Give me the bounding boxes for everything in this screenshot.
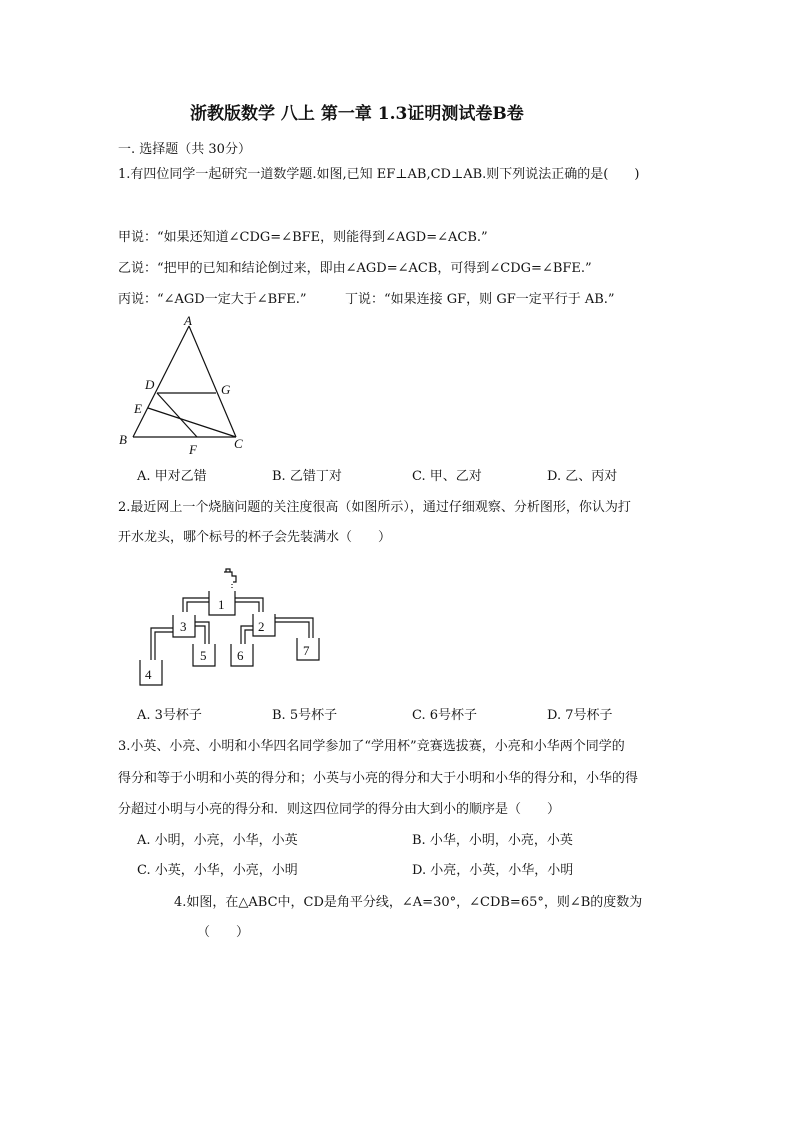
q3-option-b[interactable]: B. 小华，小明，小亮，小英: [412, 833, 573, 848]
cup-label-4: 4: [145, 667, 152, 682]
faucet-icon: [224, 569, 236, 582]
point-label-c: C: [234, 436, 243, 451]
triangle-figure: [112, 312, 262, 457]
q1-option-a[interactable]: A. 甲对乙错: [137, 469, 207, 484]
water-cups-figure: [138, 562, 328, 687]
q3-option-d[interactable]: D. 小亮，小英，小华，小明: [412, 863, 574, 878]
q2-option-c[interactable]: C. 6号杯子: [412, 708, 478, 723]
q3-option-c[interactable]: C. 小英，小华，小亮，小明: [137, 863, 298, 878]
q2-option-d[interactable]: D. 7号杯子: [547, 708, 613, 723]
q1-statement-ding: 丁说：“如果连接 GF，则 GF一定平行于 AB.”: [345, 292, 615, 307]
q1-option-c[interactable]: C. 甲、乙对: [412, 469, 482, 484]
q2-stem-line2: 开水龙头，哪个标号的杯子会先装满水（ ）: [118, 530, 392, 545]
q3-stem-line1: 3.小英、小亮、小明和小华四名同学参加了“学用杯”竞赛选拔赛，小亮和小华两个同学的: [118, 739, 625, 754]
section-heading: 一. 选择题（共 30分）: [118, 142, 251, 157]
cup-label-1: 1: [218, 597, 225, 612]
point-label-a: A: [184, 313, 192, 328]
q4-stem-line2: （ ）: [197, 925, 250, 940]
cup-label-7: 7: [303, 643, 310, 658]
q2-stem-line1: 2.最近网上一个烧脑问题的关注度很高（如图所示），通过仔细观察、分析图形，你认为打: [118, 500, 631, 515]
q1-option-b[interactable]: B. 乙错丁对: [272, 469, 342, 484]
point-label-f: F: [189, 442, 197, 457]
cup-label-5: 5: [200, 648, 207, 663]
page-title: 浙教版数学 八上 第一章 1.3证明测试卷B卷: [190, 104, 524, 124]
point-label-g: G: [221, 382, 231, 397]
cup-label-6: 6: [237, 648, 244, 663]
cup-label-3: 3: [180, 619, 187, 634]
q1-option-d[interactable]: D. 乙、丙对: [547, 469, 618, 484]
point-label-d: D: [145, 377, 155, 392]
q3-option-a[interactable]: A. 小明，小亮，小华，小英: [137, 833, 298, 848]
q1-stem: 1.有四位同学一起研究一道数学题.如图,已知 EF⊥AB,CD⊥AB.则下列说法正确的是( ): [118, 167, 640, 182]
q4-stem-line1: 4.如图，在△ABC中，CD是角平分线，∠A=30°，∠CDB=65°，则∠B的度数为: [174, 895, 643, 910]
cup-label-2: 2: [258, 619, 265, 634]
q1-statement-jia: 甲说：“如果还知道∠CDG=∠BFE，则能得到∠AGD=∠ACB.”: [118, 230, 488, 245]
q3-stem-line2: 得分和等于小明和小英的得分和；小英与小亮的得分和大于小明和小华的得分和，小华的得: [118, 771, 639, 786]
q1-statement-bing: 丙说：“∠AGD一定大于∠BFE.”: [118, 292, 307, 307]
q2-option-a[interactable]: A. 3号杯子: [137, 708, 202, 723]
q3-stem-line3: 分超过小明与小亮的得分和．则这四位同学的得分由大到小的顺序是（ ）: [118, 802, 561, 817]
q2-option-b[interactable]: B. 5号杯子: [272, 708, 338, 723]
point-label-e: E: [134, 401, 142, 416]
q1-statement-yi: 乙说：“把甲的已知和结论倒过来，即由∠AGD=∠ACB，可得到∠CDG=∠BFE.”: [118, 261, 592, 276]
point-label-b: B: [119, 432, 127, 447]
